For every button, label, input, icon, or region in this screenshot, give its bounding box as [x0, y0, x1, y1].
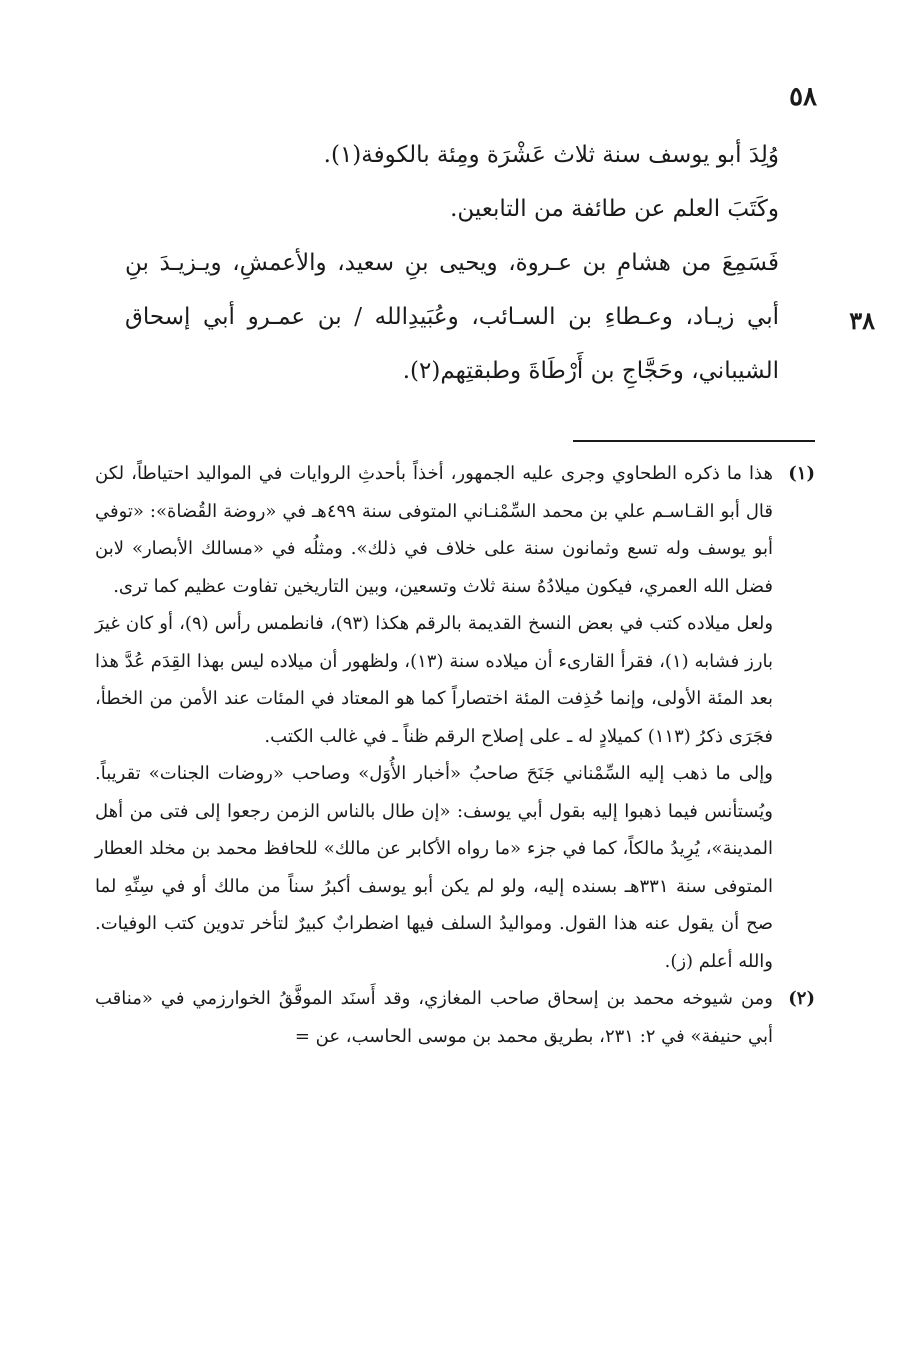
- main-paragraph: وُلِدَ أبو يوسف سنة ثلاث عَشْرَة ومِئة بالكوفة(١).: [323, 142, 779, 168]
- footnote-paragraph: وإلى ما ذهب إليه السِّمْناني جَنَحَ صاحبُ «أخبار الأُوَل» وصاحب «روضات الجنات» تقريباً. ويُستأنس فيما ذهبوا إليه بقول أبي يوسف: «إن طال بالناس الزمن رجعوا إلى فتى من أهل المدينة»، يُرِيدُ مالكاً، كما في جزء «ما رواه الأكابر عن مالك» للحافظ محمد بن مخلد العطار المتوفى سنة ٣٣١هـ بسنده إليه، ولو لم يكن أبو يوسف أكبرُ سناً من مالك أو في سِنِّهِ لما صح أن يقول عنه هذا القول. ومواليدُ السلف فيها اضطرابٌ كبيرٌ لتأخر تدوين كتب الوفيات. والله أعلم (ز).: [95, 763, 773, 972]
- footnote-2: [95, 980, 815, 1055]
- margin-reference: ٣٨: [849, 306, 875, 335]
- page-number: ٥٨: [789, 82, 817, 112]
- footnote-number: (١): [788, 463, 815, 484]
- footnote-paragraph: ولعل ميلاده كتب في بعض النسخ القديمة بالرقم هكذا (٩٣)، فانطمس رأس (٩)، أو كان غيرَ بارز فشابه (١)، فقرأ القارىء أن ميلاده سنة (١٣)، ولظهور أن ميلاده ليس بهذا القِدَم عُدَّ هذا بعد المئة الأولى، وإنما حُذِفت المئة اختصاراً كما هو المعتاد في المئات عند الأمن من الخطأ، فجَرَى ذكرُ (١١٣) كميلادٍ له ـ على إصلاح الرقم ظناً ـ في غالب الكتب.: [95, 613, 774, 747]
- main-paragraph: فَسَمِعَ من هشامِ بن عـروة، ويحيى بنِ سعيد، والأعمشِ، ويـزيـدَ بنِ أبي زيـاد، وعـطاءِ بن السـائب، وعُبَيدِالله / بن عمـرو أبي إسحاق الشيباني، وحَجَّاجِ بن أَرْطَاةَ وطبقتِهم(٢).: [125, 250, 779, 384]
- footnote-divider: [573, 440, 815, 442]
- footnote-1: [95, 455, 815, 980]
- footnotes: [95, 455, 815, 1055]
- footnote-number: (٢): [788, 988, 815, 1009]
- main-text: [125, 128, 815, 398]
- main-paragraph: وكَتَبَ العلم عن طائفة من التابعين.: [450, 196, 779, 222]
- footnote-paragraph: هذا ما ذكره الطحاوي وجرى عليه الجمهور، أخذاً بأحدثِ الروايات في المواليد احتياطاً، لكن قال أبو القـاسـم علي بن محمد السِّمْنـاني المتوفى سنة ٤٩٩هـ في «روضة القُضاة»: «توفي أبو يوسف وله تسع وثمانون سنة على خلاف في ذلك». ومثلُه في «مسالك الأبصار» لابن فضل الله العمري، فيكون ميلادُهُ سنة ثلاث وتسعين، وبين التاريخين تفاوت عظيم كما ترى.: [95, 463, 774, 597]
- footnote-paragraph: ومن شيوخه محمد بن إسحاق صاحب المغازي، وقد أَسنَد الموفَّقُ الخوارزمي في «مناقب أبي حنيفة» في ٢: ٢٣١، بطريق محمد بن موسى الحاسب، عن =: [95, 988, 773, 1047]
